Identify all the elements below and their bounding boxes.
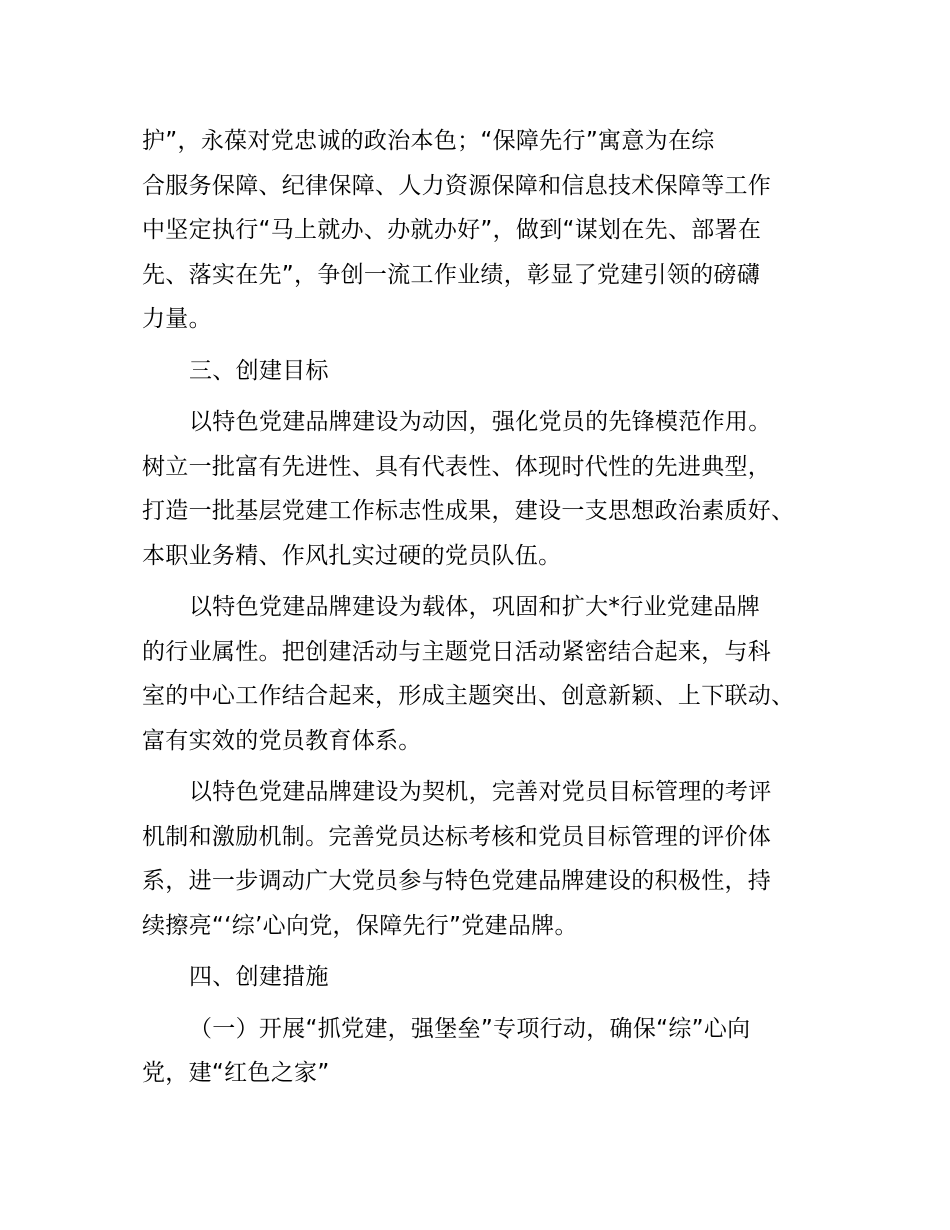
text-line: 系，进一步调动广大党员参与特色党建品牌建设的积极性，持 — [142, 868, 772, 894]
text-line: 续擦亮“‘综’心向党，保障先行”党建品牌。 — [142, 912, 578, 939]
paragraph-goal-2 — [142, 585, 826, 763]
paragraph-goal-3 — [142, 770, 826, 948]
subsection-heading-1 — [142, 1007, 826, 1096]
text-line: 打造一批基层党建工作标志性成果，建设一支思想政治素质好、 — [142, 498, 795, 524]
document-body — [142, 119, 826, 1103]
heading-text: 四、创建措施 — [189, 964, 329, 990]
paragraph-goal-1 — [142, 400, 826, 578]
text-line: 合服务保障、纪律保障、人力资源保障和信息技术保障等工作 — [142, 172, 772, 199]
text-line: 的行业属性。把创建活动与主题党日活动紧密结合起来，与科 — [142, 638, 772, 665]
text-line: （一）开展“抓党建，强堡垒”专项行动，确保“综”心向 — [189, 1015, 751, 1042]
text-line: 党，建“红色之家” — [142, 1060, 330, 1086]
text-line: 中坚定执行“马上就办、办就办好”，做到“谋划在先、部署在 — [142, 217, 762, 243]
text-line: 以特色党建品牌建设为动因，强化党员的先锋模范作用。 — [189, 409, 772, 435]
paragraph-continuation — [142, 119, 826, 342]
text-line: 本职业务精、作风扎实过硬的党员队伍。 — [142, 542, 562, 569]
heading-text: 三、创建目标 — [189, 357, 329, 384]
text-line: 以特色党建品牌建设为载体，巩固和扩大*行业党建品牌 — [189, 594, 760, 620]
text-line: 先、落实在先”，争创一流工作业绩，彰显了党建引领的磅礴 — [142, 261, 761, 288]
text-line: 机制和激励机制。完善党员达标考核和党员目标管理的评价体 — [142, 823, 772, 850]
section-heading-measures — [142, 955, 826, 1000]
text-line: 护”，永葆对党忠诚的政治本色；“保障先行”寓意为在综 — [142, 128, 715, 154]
text-line: 富有实效的党员教育体系。 — [142, 727, 422, 754]
text-line: 以特色党建品牌建设为契机，完善对党员目标管理的考评 — [189, 779, 772, 805]
text-line: 室的中心工作结合起来，形成主题突出、创意新颖、上下联动、 — [142, 683, 795, 709]
section-heading-goals — [142, 349, 826, 394]
text-line: 树立一批富有先进性、具有代表性、体现时代性的先进典型， — [142, 453, 772, 480]
text-line: 力量。 — [142, 306, 212, 332]
